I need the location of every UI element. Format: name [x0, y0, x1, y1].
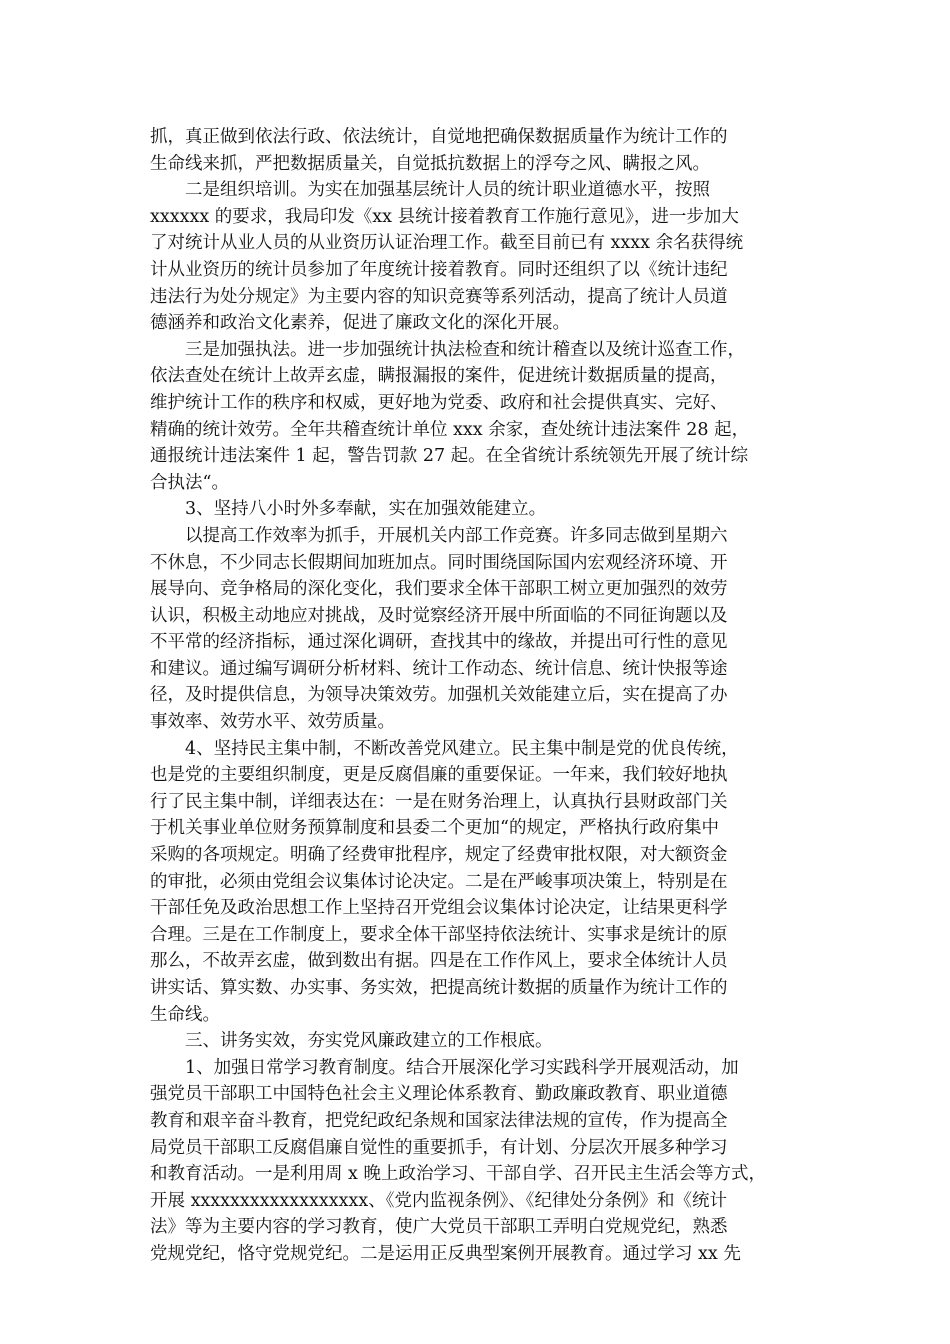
- text-line: 违法行为处分规定》为主要内容的知识竞赛等系列活动，提高了统计人员道: [150, 286, 728, 307]
- text-line: 法》等为主要内容的学习教育，使广大党员干部职工弄明白党规党纪，熟悉: [150, 1217, 728, 1238]
- text-line: 局党员干部职工反腐倡廉自觉性的重要抓手，有计划、分层次开展多种学习: [150, 1137, 728, 1158]
- text-line: 认识，积极主动地应对挑战，及时觉察经济开展中所面临的不同征询题以及: [150, 605, 728, 626]
- text-line: 维护统计工作的秩序和权威，更好地为党委、政府和社会提供真实、完好、: [150, 392, 728, 413]
- text-line: 径，及时提供信息，为领导决策效劳。加强机关效能建立后，实在提高了办: [150, 685, 728, 706]
- text-line: 3、坚持八小时外多奉献，实在加强效能建立。: [150, 499, 547, 520]
- text-line: 采购的各项规定。明确了经费审批程序，规定了经费审批权限，对大额资金: [150, 845, 728, 866]
- text-line: 精确的统计效劳。全年共稽查统计单位 xxx 余家，查处统计违法案件 28 起，: [150, 419, 750, 440]
- text-line: 抓，真正做到依法行政、依法统计，自觉地把确保数据质量作为统计工作的: [150, 127, 728, 147]
- text-line: 了对统计从业人员的从业资历认证治理工作。截至目前已有 xxxx 余名获得统: [150, 233, 744, 254]
- text-line: 的审批，必须由党组会议集体讨论决定。二是在严峻事项决策上，特别是在: [150, 871, 728, 892]
- text-line: 和教育活动。一是利用周 x 晚上政治学习、干部自学、召开民主生活会等方式，: [150, 1164, 766, 1185]
- text-line: 计从业资历的统计员参加了年度统计接着教育。同时还组织了以《统计违纪: [150, 259, 728, 280]
- text-line: 生命线。: [150, 1004, 220, 1025]
- text-line: 和建议。通过编写调研分析材料、统计工作动态、统计信息、统计快报等途: [150, 658, 728, 679]
- text-line: 不休息，不少同志长假期间加班加点。同时围绕国际国内宏观经济环境、开: [150, 552, 728, 573]
- text-line: 干部任免及政治思想工作上坚持召开党组会议集体讨论决定，让结果更科学: [150, 898, 728, 919]
- text-line: 那么，不故弄玄虚，做到数出有据。四是在工作作风上，要求全体统计人员: [150, 951, 728, 972]
- text-line: 也是党的主要组织制度，更是反腐倡廉的重要保证。一年来，我们较好地执: [150, 765, 728, 786]
- text-line: 强党员干部职工中国特色社会主义理论体系教育、勤政廉政教育、职业道德: [150, 1084, 728, 1105]
- text-line: 不平常的经济指标，通过深化调研，查找其中的缘故，并提出可行性的意见: [150, 632, 728, 653]
- text-line: 展导向、竞争格局的深化变化，我们要求全体干部职工树立更加强烈的效劳: [150, 579, 728, 600]
- text-line: 事效率、效劳水平、效劳质量。: [150, 712, 395, 733]
- text-line: 党规党纪，恪守党规党纪。二是运用正反典型案例开展教育。通过学习 xx 先: [150, 1243, 741, 1264]
- text-line: 教育和艰辛奋斗教育，把党纪政纪条规和国家法律法规的宣传，作为提高全: [150, 1110, 728, 1131]
- text-line: 合理。三是在工作制度上，要求全体干部坚持依法统计、实事求是统计的原: [150, 924, 728, 945]
- text-line: 通报统计违法案件 1 起，警告罚款 27 起。在全省统计系统领先开展了统计综: [150, 446, 749, 467]
- text-line: 三是加强执法。进一步加强统计执法检查和统计稽查以及统计巡查工作，: [150, 339, 745, 360]
- text-line: 开展 xxxxxxxxxxxxxxxxxx、《党内监视条例》、《纪律处分条例》和《统计: [150, 1190, 727, 1211]
- text-line: 于机关事业单位财务预算制度和县委二个更加“的规定，严格执行政府集中: [150, 818, 719, 839]
- text-line: 行了民主集中制，详细表达在：一是在财务治理上，认真执行县财政部门关: [150, 791, 728, 812]
- text-line: xxxxxx 的要求，我局印发《xx 县统计接着教育工作施行意见》，进一步加大: [150, 206, 739, 227]
- text-line: 4、坚持民主集中制，不断改善党风建立。民主集中制是党的优良传统，: [150, 738, 739, 759]
- text-line: 二是组织培训。为实在加强基层统计人员的统计职业道德水平，按照: [150, 180, 710, 201]
- text-line: 依法查处在统计上故弄玄虚，瞒报漏报的案件，促进统计数据质量的提高，: [150, 366, 728, 387]
- text-line: 合执法“。: [150, 472, 229, 493]
- text-line: 德涵养和政治文化素养，促进了廉政文化的深化开展。: [150, 313, 570, 334]
- text-line: 以提高工作效率为抓手，开展机关内部工作竞赛。许多同志做到星期六: [150, 525, 728, 546]
- body-text: [150, 124, 810, 1268]
- text-line: 生命线来抓，严把数据质量关，自觉抵抗数据上的浮夸之风、瞒报之风。: [150, 153, 710, 174]
- text-line: 三、讲务实效，夯实党风廉政建立的工作根底。: [150, 1031, 553, 1052]
- text-line: 1、加强日常学习教育制度。结合开展深化学习实践科学开展观活动，加: [150, 1057, 739, 1078]
- text-line: 讲实话、算实数、办实事、务实效，把提高统计数据的质量作为统计工作的: [150, 978, 728, 998]
